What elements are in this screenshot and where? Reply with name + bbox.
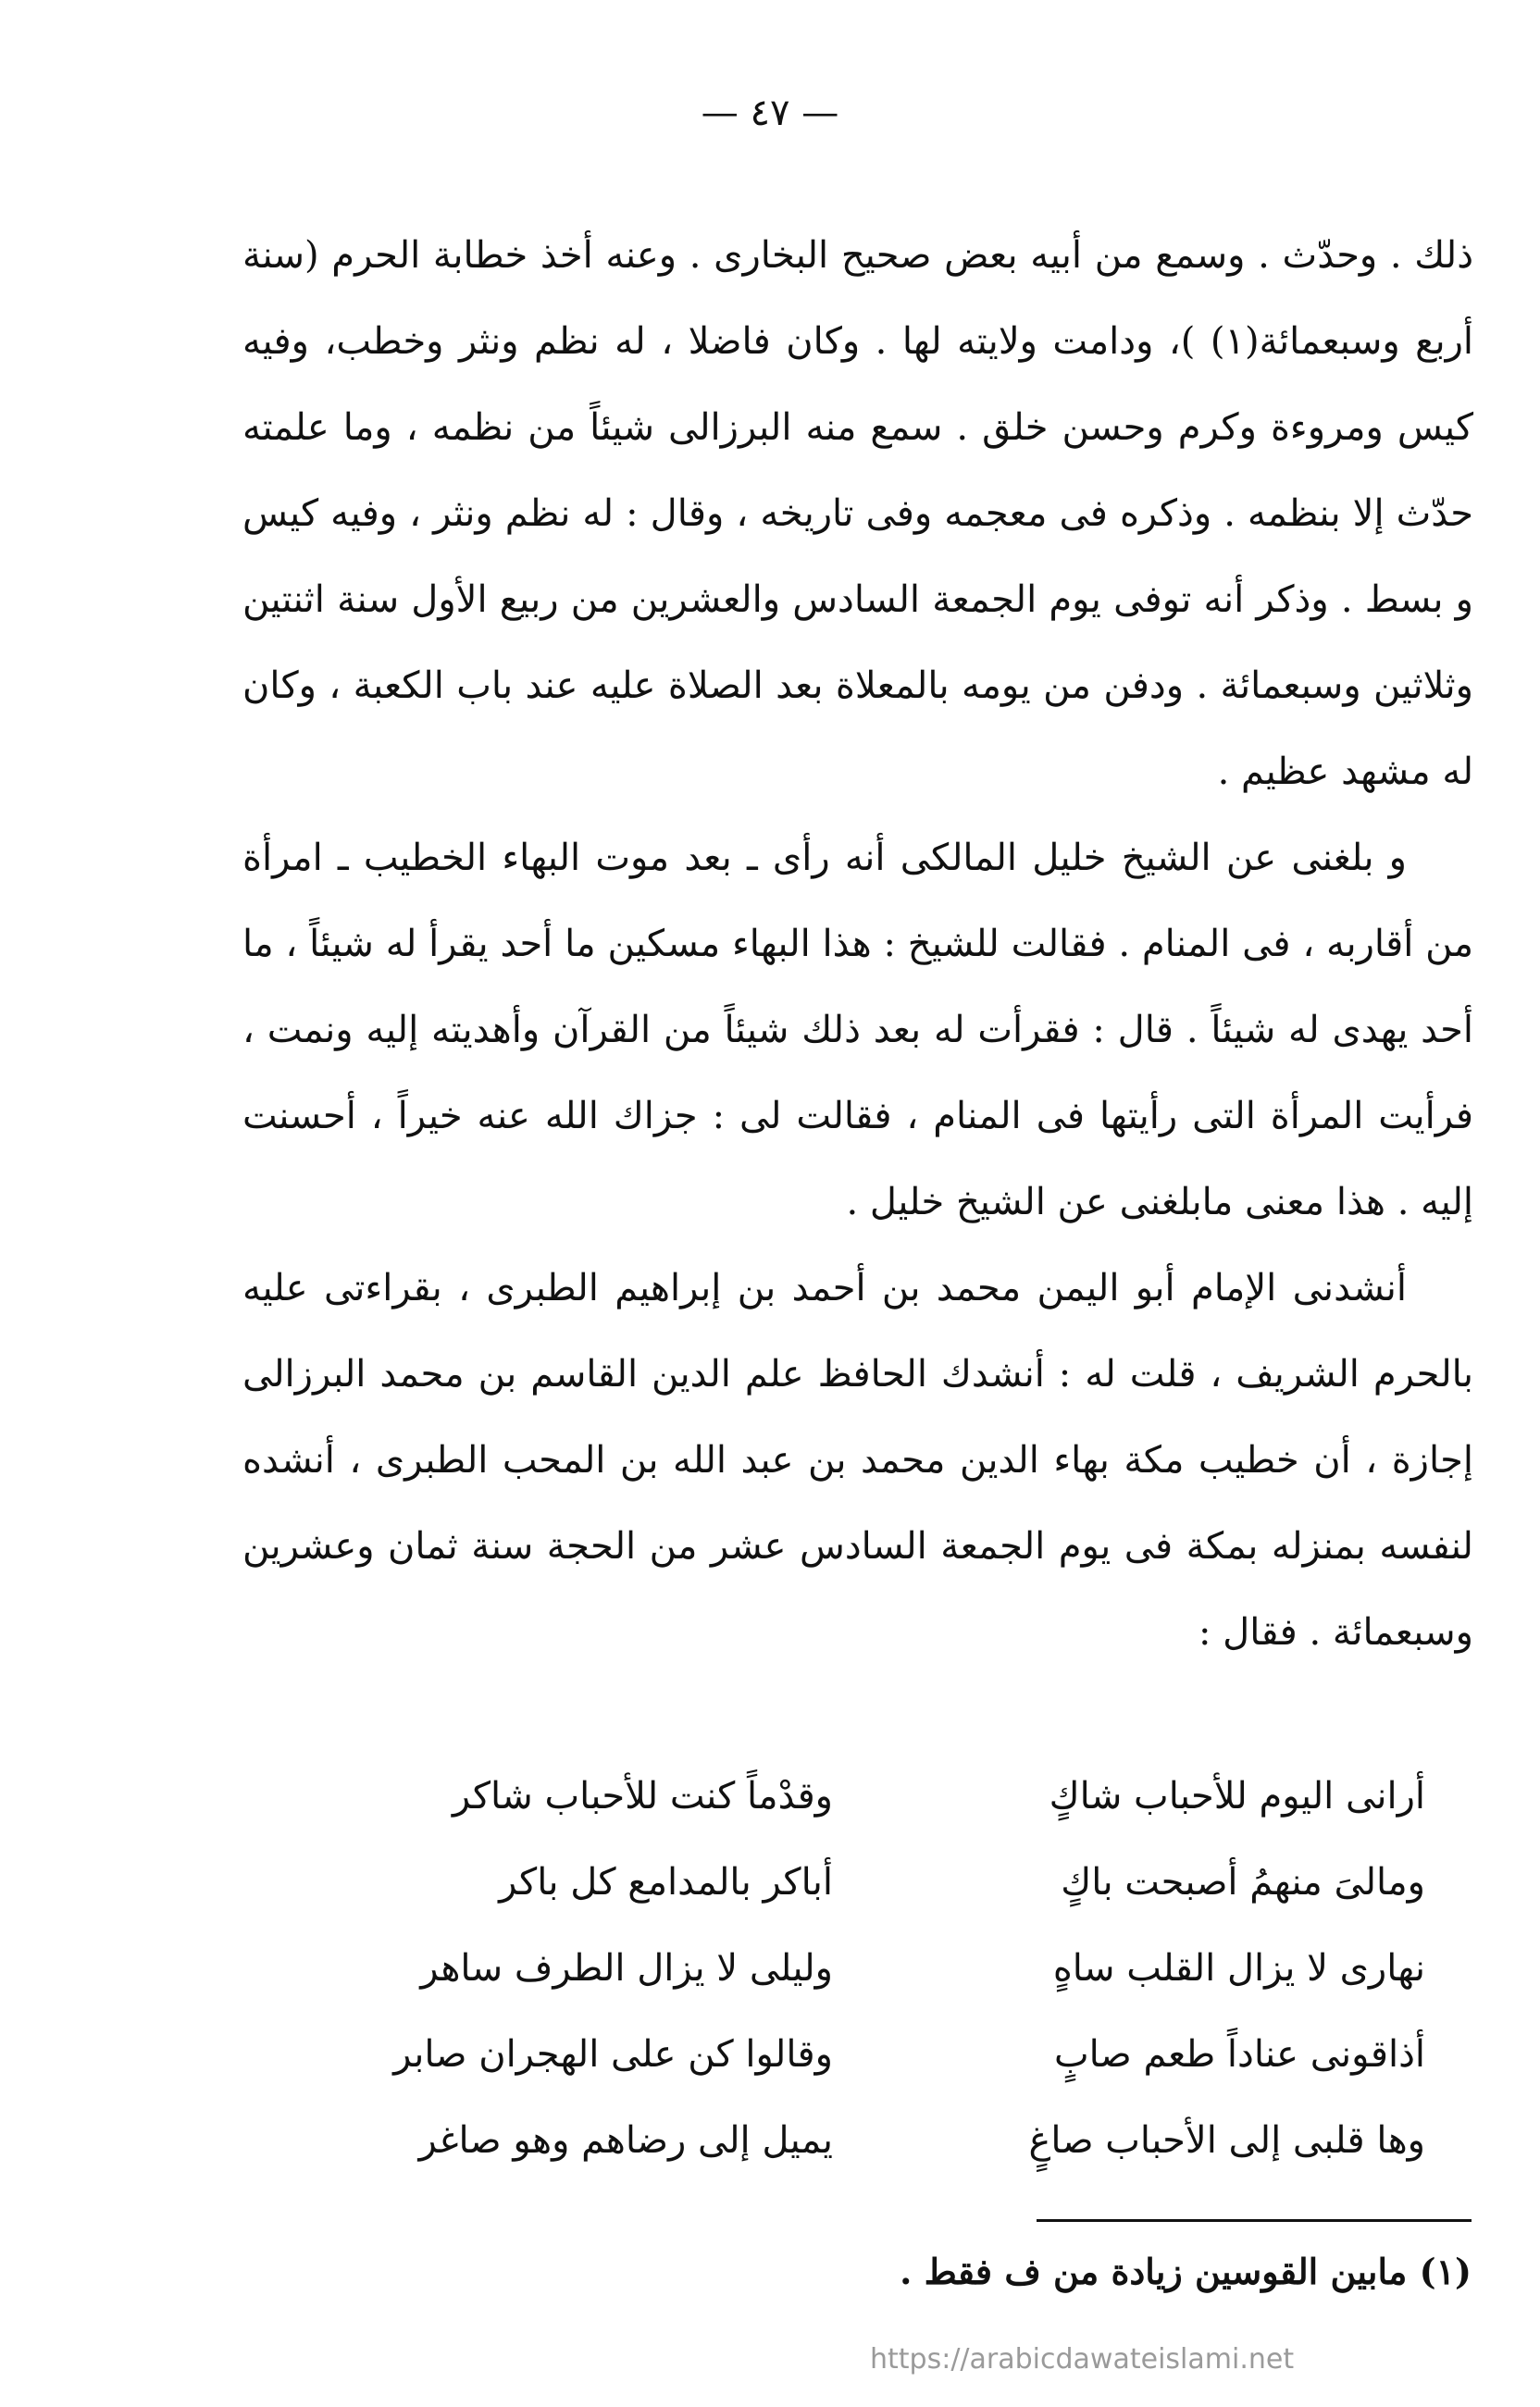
- verse-second-hemistich: وقدْماً كنت للأحباب شاكر: [452, 1775, 833, 1818]
- verse-first-hemistich: وها قلبى إلى الأحباب صاغٍ: [1028, 2119, 1425, 2162]
- footnote-divider: [1037, 2219, 1472, 2222]
- verse-second-hemistich: أباكر بالمدامع كل باكر: [499, 1861, 833, 1904]
- poem: [315, 1754, 1425, 2184]
- poem-verse: [315, 1754, 1425, 1840]
- poem-verse: [315, 1840, 1425, 1926]
- verse-first-hemistich: ومالىَ منهمُ أصبحت باكٍ: [1061, 1861, 1425, 1904]
- verse-second-hemistich: يميل إلى رضاهم وهو صاغر: [418, 2119, 833, 2162]
- verse-first-hemistich: أرانى اليوم للأحباب شاكٍ: [1049, 1775, 1425, 1818]
- poem-verse: [315, 2012, 1425, 2098]
- paragraph: ذلك . وحدّث . وسمع من أبيه بعض صحيح البخارى . وعنه أخذ خطابة الحرم (سنة أربع وسبعمائة(١) )، ودامت ولايته لها . وكان فاضلا ، له نظم ونثر وخطب، وفيه كيس ومروءة وكرم وحسن خلق . سمع منه البرزالى شيئاً من نظمه ، وما علمته حدّث إلا بنظمه . وذكره فى معجمه وفى تاريخه ، وقال : له نظم ونثر ، وفيه كيس و بسط . وذكر أنه توفى يوم الجمعة السادس والعشرين من ربيع الأول سنة اثنتين وثلاثين وسبعمائة . ودفن من يومه بالمعلاة بعد الصلاة عليه عند باب الكعبة ، وكان له مشهد عظيم .: [242, 234, 1474, 793]
- footnote: (١) مابين القوسين زيادة من ف فقط .: [900, 2251, 1472, 2292]
- verse-first-hemistich: نهارى لا يزال القلب ساهٍ: [1052, 1947, 1425, 1990]
- verse-second-hemistich: وقالوا كن على الهجران صابر: [393, 2033, 833, 2076]
- verse-second-hemistich: وليلى لا يزال الطرف ساهر: [420, 1947, 833, 1990]
- page-number: — ٤٧ —: [701, 92, 839, 134]
- body-text: [242, 213, 1473, 1676]
- watermark-url: https://arabicdawateislami.net: [870, 2343, 1295, 2376]
- poem-verse: [315, 2098, 1425, 2184]
- paragraph: و بلغنى عن الشيخ خليل المالكى أنه رأى ـ بعد موت البهاء الخطيب ـ امرأة من أقاربه ، فى المنام . فقالت للشيخ : هذا البهاء مسكين ما أحد يقرأ له شيئاً ، ما أحد يهدى له شيئاً . قال : فقرأت له بعد ذلك شيئاً من القرآن وأهديته إليه ونمت ، فرأيت المرأة التى رأيتها فى المنام ، فقالت لى : جزاك الله عنه خيراً ، أحسنت إليه . هذا معنى مابلغنى عن الشيخ خليل .: [242, 837, 1473, 1223]
- poem-verse: [315, 1926, 1425, 2012]
- paragraph: أنشدنى الإمام أبو اليمن محمد بن أحمد بن إبراهيم الطبرى ، بقراءتى عليه بالحرم الشريف ، قلت له : أنشدك الحافظ علم الدين القاسم بن محمد البرزالى إجازة ، أن خطيب مكة بهاء الدين محمد بن عبد الله بن المحب الطبرى ، أنشده لنفسه بمنزله بمكة فى يوم الجمعة السادس عشر من الحجة سنة ثمان وعشرين وسبعمائة . فقال :: [242, 1267, 1473, 1654]
- verse-first-hemistich: أذاقونى عناداً طعم صابٍ: [1053, 2033, 1425, 2076]
